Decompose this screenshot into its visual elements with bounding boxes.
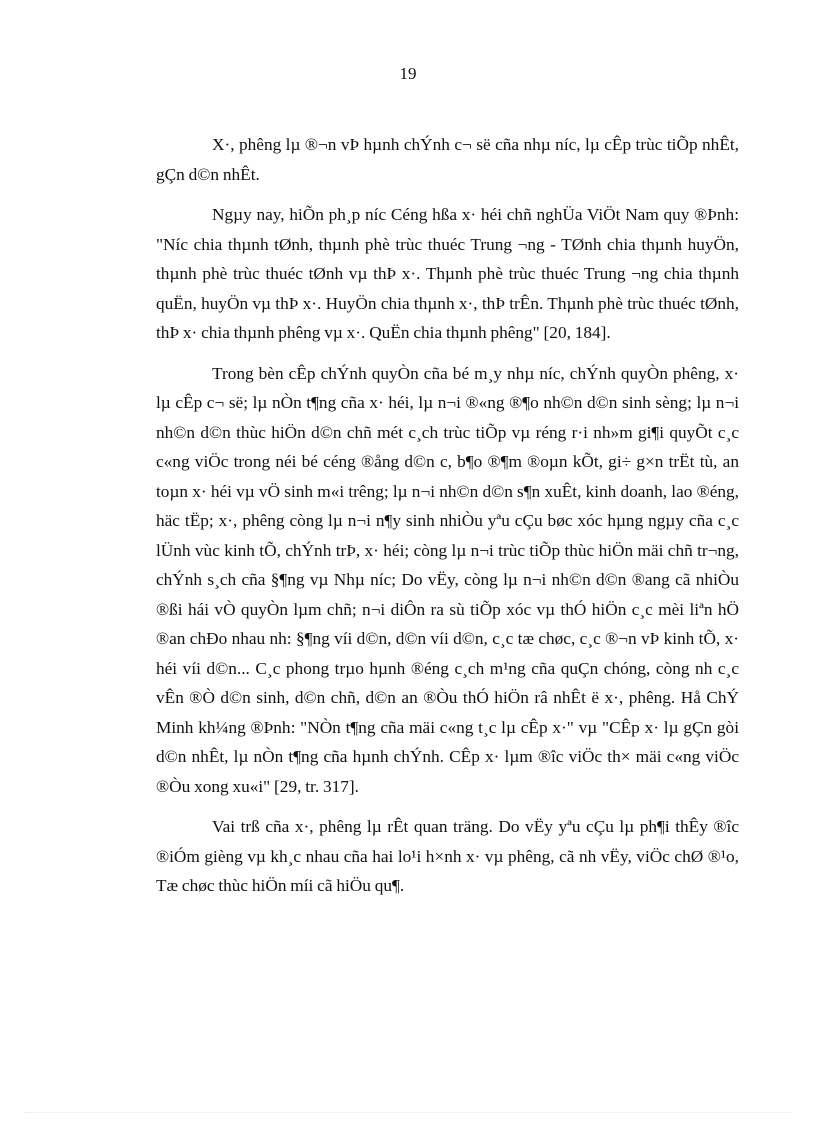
page-number: 19 — [399, 64, 417, 83]
paragraph-3: Trong bèn cÊp chÝnh quyÒn cña bé m¸y nhµ níc, chÝnh quyÒn phêng, x· lµ cÊp c¬ së; lµ nÒn t¶ng cña x· héi, lµ n¬i ®«ng ®¶o nh©n d©n sinh sèng; lµ n¬i nh©n d©n thùc hiÖn d©n chñ mét c¸ch trùc tiÕp vµ réng r·i nh»m gi¶i quyÕt c¸c c«ng viÖc trong néi bé céng ®ång d©n c, b¶o ®¶m ®oµn kÕt, gi÷ g×n trËt tù, an toµn x· héi vµ vÖ sinh m«i trêng; lµ n¬i nh©n d©n s¶n xuÊt, kinh doanh, lao ®éng, häc tËp; x·, phêng còng lµ n¬i n¶y sinh nhiÒu yªu cÇu bøc xóc hµng ngµy cña c¸c lÜnh vùc kinh tÕ, chÝnh trÞ, x· héi; còng lµ n¬i trùc tiÕp thùc hiÖn mäi chñ tr¬ng, chÝnh s¸ch cña §¶ng vµ Nhµ níc; Do vËy, còng lµ n¬i nh©n d©n ®ang cã nhiÒu ®ßi hái vÒ quyÒn lµm chñ; n¬i diÔn ra sù tiÕp xóc vµ thÓ hiÖn c¸c mèi liªn hÖ ®an chÐo nhau nh: §¶ng víi d©n, d©n víi d©n, c¸c tæ chøc, c¸c ®¬n vÞ kinh tÕ, x· héi víi d©n... C¸c phong trµo hµnh ®éng c¸ch m¹ng cña quÇn chóng, còng nh c¸c vÊn ®Ò d©n sinh, d©n chñ, d©n an ®Òu thÓ hiÖn râ nhÊt ë x·, phêng. Hå ChÝ Minh kh¼ng ®Þnh: "NÒn t¶ng cña mäi c«ng t¸c lµ cÊp x·" vµ "CÊp x· lµ gÇn gòi d©n nhÊt, lµ nÒn t¶ng cña hµnh chÝnh. CÊp x· lµm ®îc viÖc th× mäi c«ng viÖc ®Òu xong xu«i" [29, tr. 317]. — [156, 363, 739, 796]
document-body — [156, 130, 739, 912]
paragraph-4: Vai trß cña x·, phêng lµ rÊt quan träng. Do vËy yªu cÇu lµ ph¶i thÊy ®îc ®iÓm gièng vµ kh¸c nhau cña hai lo¹i h×nh x· vµ phêng, cã nh vËy, viÖc chØ ®¹o, Tæ chøc thùc hiÖn míi cã hiÖu qu¶. — [156, 817, 739, 895]
paragraph-2: Ngµy nay, hiÕn ph¸p níc Céng hßa x· héi chñ nghÜa ViÖt Nam quy ®Þnh: "Níc chia thµnh tØnh, thµnh phè trùc thuéc Trung ¬ng - TØnh chia thµnh huyÖn, thµnh phè trùc thuéc tØnh vµ thÞ x·. Thµnh phè trùc thuéc Trung ¬ng chia thµnh quËn, huyÖn vµ thÞ x·. HuyÖn chia thµnh x·, thÞ trÊn. Thµnh phè trùc thuéc tØnh, thÞ x· chia thµnh phêng vµ x·. QuËn chia thµnh phêng" [20, 184]. — [156, 205, 739, 342]
page-bottom-divider — [24, 1112, 792, 1113]
paragraph-1: X·, phêng lµ ®¬n vÞ hµnh chÝnh c¬ së cña nhµ níc, lµ cÊp trùc tiÕp nhÊt, gÇn d©n nhÊt. — [156, 135, 739, 184]
